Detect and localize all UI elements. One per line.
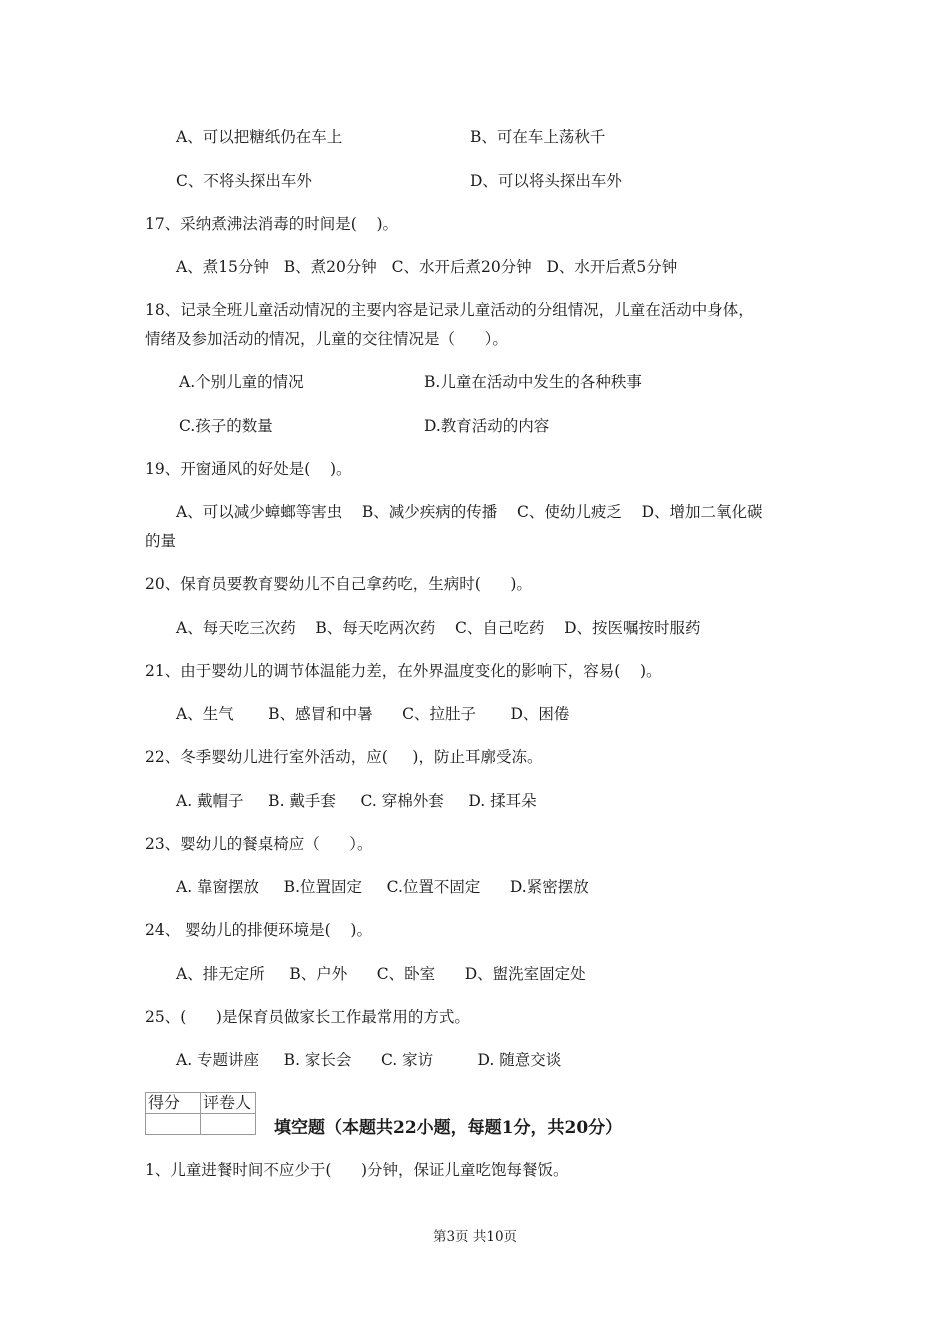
q25-options: A. 专题讲座 B. 家长会 C. 家访 D. 随意交谈: [176, 1051, 562, 1069]
grader-cell: [201, 1114, 256, 1135]
q16-option-a: A、可以把糖纸仍在车上: [176, 128, 343, 146]
q19-options-line2: 的量: [145, 532, 177, 550]
grader-label: 评卷人: [201, 1093, 256, 1114]
fill-q1-stem: 1、儿童进餐时间不应少于( )分钟，保证儿童吃饱每餐饭。: [145, 1161, 569, 1179]
score-label: 得分: [146, 1093, 201, 1114]
q21-options: A、生气 B、感冒和中暑 C、拉肚子 D、困倦: [176, 705, 570, 723]
q25-stem: 25、( )是保育员做家长工作最常用的方式。: [145, 1008, 470, 1026]
q18-option-d: D.教育活动的内容: [424, 417, 550, 435]
q19-stem: 19、开窗通风的好处是( )。: [145, 460, 352, 478]
q20-stem: 20、保育员要教育婴幼儿不自己拿药吃，生病时( )。: [145, 575, 532, 593]
q17-options: A、煮15分钟 B、煮20分钟 C、水开后煮20分钟 D、水开后煮5分钟: [176, 258, 678, 276]
q17-stem: 17、采纳煮沸法消毒的时间是( )。: [145, 215, 399, 233]
q20-options: A、每天吃三次药 B、每天吃两次药 C、自己吃药 D、按医嘱按时服药: [176, 619, 701, 637]
q16-option-c: C、不将头探出车外: [176, 172, 312, 190]
q18-stem-line1: 18、记录全班儿童活动情况的主要内容是记录儿童活动的分组情况，儿童在活动中身体，: [145, 301, 754, 319]
q19-options-line1: A、可以减少蟑螂等害虫 B、减少疾病的传播 C、使幼儿疲乏 D、增加二氧化碳: [176, 503, 763, 521]
score-box: [145, 1092, 256, 1135]
q16-option-d: D、可以将头探出车外: [470, 172, 622, 190]
score-cell: [146, 1114, 201, 1135]
q18-stem-line2: 情绪及参加活动的情况，儿童的交往情况是（ ）。: [145, 330, 508, 348]
q22-stem: 22、冬季婴幼儿进行室外活动，应( )，防止耳廓受冻。: [145, 748, 543, 766]
q21-stem: 21、由于婴幼儿的调节体温能力差，在外界温度变化的影响下，容易( )。: [145, 662, 662, 680]
q24-stem: 24、 婴幼儿的排便环境是( )。: [145, 921, 372, 939]
page-number: 第3页 共10页: [432, 1229, 518, 1245]
q23-stem: 23、婴幼儿的餐桌椅应（ ）。: [145, 835, 373, 853]
q18-option-a: A.个别儿童的情况: [179, 373, 304, 391]
section-title: 填空题（本题共22小题，每题1分，共20分）: [274, 1118, 623, 1138]
q16-option-b: B、可在车上荡秋千: [470, 128, 606, 146]
q18-option-c: C.孩子的数量: [179, 417, 273, 435]
q23-options: A. 靠窗摆放 B.位置固定 C.位置不固定 D.紧密摆放: [176, 878, 589, 896]
q18-option-b: B.儿童在活动中发生的各种秩事: [424, 373, 642, 391]
q22-options: A. 戴帽子 B. 戴手套 C. 穿棉外套 D. 揉耳朵: [176, 792, 537, 810]
q24-options: A、排无定所 B、户外 C、卧室 D、盥洗室固定处: [176, 965, 586, 983]
